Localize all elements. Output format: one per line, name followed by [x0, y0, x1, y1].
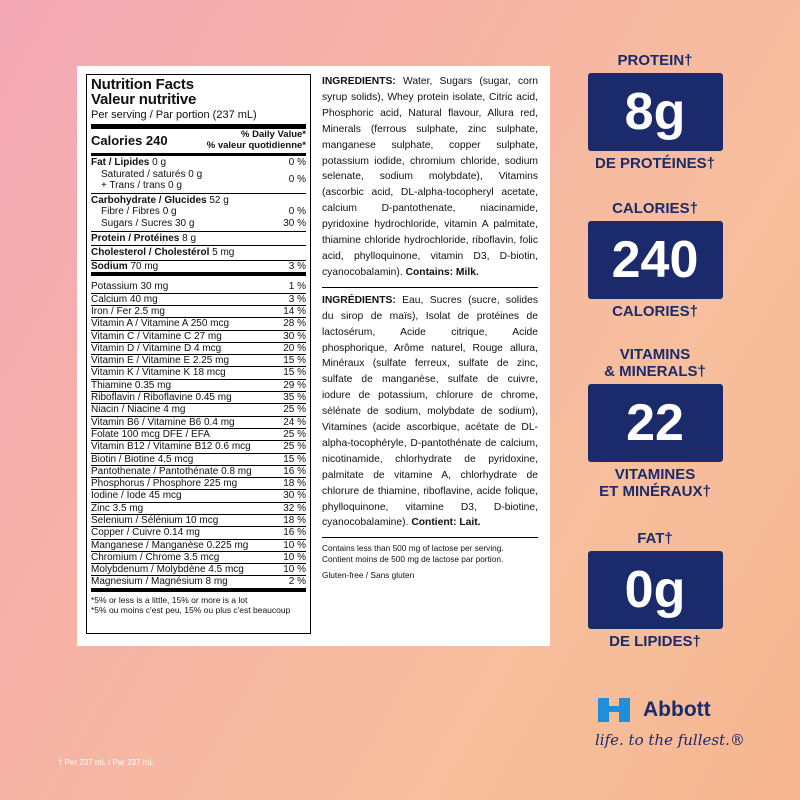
trans-amount: 0 g: [167, 180, 182, 192]
mineral-row: [91, 355, 306, 367]
mineral-dv: 29 %: [283, 379, 306, 391]
protein-row: [91, 232, 306, 247]
mineral-row: [91, 515, 306, 527]
mineral-dv: 18 %: [283, 478, 306, 490]
footnote-en: *5% or less is a little, 15% or more is a lot: [91, 594, 248, 605]
mineral-row: [91, 466, 306, 478]
per-serving-footnote: † Per 237 mL / Par 237 mL: [58, 758, 154, 767]
mineral-row: [91, 331, 306, 343]
calories-row: [91, 129, 306, 156]
chol-label: Cholesterol / Cholestérol: [91, 247, 210, 259]
sodium-label: Sodium: [91, 260, 128, 272]
vitamins-callout-value: 22: [588, 384, 723, 462]
mineral-row: [91, 429, 306, 441]
nutrition-title-fr: Valeur nutritive: [91, 91, 197, 108]
fibre-dv: 0 %: [288, 206, 306, 218]
mineral-dv: 25 %: [283, 404, 306, 416]
ingredients-fr-body: Eau, Sucres (sucre, solides du sirop de maïs), Isolat de protéines de lactosérum, Acide citrique, Acide phosphorique, Arôme naturel, Rouge allura, Minéraux (sulfate ferreux, sulfate de zinc, sulfate de manganèse, sulfate de cuivre, iodure de potassium, chlorure de chrome, sélénate de sodium, molybdate de sodium), Vitamines (acide ascorbique, acétate de DL-alpha-tocophéryle, D-pantothénate de calcium, nicotinamide, chlorhydrate de pyridoxine, palmitate de vitamine A, chlorhydrate de chlorure de thiamine, riboflavine, acide folique, phylloquinone, vitamine D3, D-biotine, cyanocobalamine).: [322, 294, 538, 529]
ingredients-en-heading: INGREDIENTS:: [322, 76, 396, 87]
mineral-row: [91, 380, 306, 392]
mineral-label: Phosphorus / Phosphore 225 mg: [91, 478, 238, 490]
footnote-fr: *5% ou moins c'est peu, 15% ou plus c'est beaucoup: [91, 605, 291, 616]
ingredients-fr-heading: INGRÉDIENTS:: [322, 294, 396, 306]
daily-value-header: [207, 130, 306, 151]
sat-amount: 0 g: [188, 168, 203, 180]
mineral-label: Vitamin K / Vitamine K 18 mcg: [91, 367, 226, 379]
vitamins-callout-label-2: & MINERALS†: [604, 363, 706, 380]
mineral-label: Molybdenum / Molybdène 4.5 mcg: [91, 564, 244, 576]
calories-callout: [585, 200, 725, 320]
carb-row: [91, 195, 306, 207]
gluten-free: Gluten-free / Sans gluten: [322, 570, 415, 581]
mineral-dv: 10 %: [283, 564, 306, 576]
mineral-dv: 16 %: [283, 465, 306, 477]
mineral-row: [91, 294, 306, 306]
ingredients-fr: [322, 293, 538, 535]
mineral-row: [91, 490, 306, 502]
mineral-label: Thiamine 0.35 mg: [91, 379, 172, 391]
mineral-dv: 10 %: [283, 551, 306, 563]
ingredients-en: [322, 74, 538, 284]
calories-callout-label: CALORIES†: [612, 200, 698, 217]
sat-trans-pair: [91, 169, 306, 192]
mineral-label: Magnesium / Magnésium 8 mg: [91, 576, 228, 588]
mineral-dv: 18 %: [283, 514, 306, 526]
vitamins-callout-fr-1: VITAMINES: [614, 466, 696, 483]
mineral-label: Copper / Cuivre 0.14 mg: [91, 527, 200, 539]
calories-label: Calories 240: [91, 132, 168, 148]
nutrition-footnote: [91, 588, 306, 616]
fat-callout-fr: DE LIPIDES†: [609, 633, 701, 650]
carb-group: [91, 194, 306, 232]
calories-callout-value: 240: [588, 221, 723, 299]
cholesterol-row: [91, 246, 306, 261]
mineral-label: Vitamin B12 / Vitamine B12 0.6 mcg: [91, 441, 251, 453]
vitamins-callout-fr-2: ET MINÉRAUX†: [599, 483, 711, 500]
nutrition-title-en: Nutrition Facts: [91, 76, 194, 93]
mineral-row: [91, 503, 306, 515]
mineral-label: Vitamin A / Vitamine A 250 mcg: [91, 318, 230, 330]
fat-callout-label: FAT†: [637, 530, 673, 547]
chol-amount: 5 mg: [212, 247, 235, 259]
sugars-row: [91, 218, 306, 230]
vitamins-callout-label-1: VITAMINS: [619, 346, 691, 363]
mineral-row: [91, 417, 306, 429]
mineral-dv: 15 %: [283, 355, 306, 367]
mineral-label: Pantothenate / Pantothénate 0.8 mg: [91, 465, 252, 477]
mineral-row: [91, 576, 306, 587]
mineral-dv: 14 %: [283, 305, 306, 317]
fibre-label: Fibre / Fibres: [101, 206, 160, 218]
sat-label: Saturated / saturés: [101, 168, 186, 180]
mineral-label: Folate 100 mcg DFE / ÉFA: [91, 428, 210, 440]
mineral-label: Iron / Fer 2.5 mg: [91, 305, 165, 317]
ingredients-block: [322, 74, 538, 581]
lactose-fr: Contient moins de 500 mg de lactose par portion.: [322, 553, 504, 564]
fibre-amount: 0 g: [162, 206, 177, 218]
mineral-row: [91, 527, 306, 539]
mineral-dv: 28 %: [283, 318, 306, 330]
mineral-dv: 35 %: [283, 392, 306, 404]
sugars-amount: 30 g: [174, 217, 195, 229]
trans-label: + Trans / trans: [101, 180, 166, 192]
mineral-row: [91, 454, 306, 466]
mineral-dv: 24 %: [283, 416, 306, 428]
fat-dv: 0 %: [288, 157, 306, 168]
sodium-dv: 3 %: [288, 260, 306, 272]
sugars-label: Sugars / Sucres: [101, 217, 173, 229]
abbott-logo: [595, 695, 765, 749]
ingredients-en-contains: Contains: Milk.: [405, 266, 479, 278]
dv-header-en: % Daily Value*: [241, 129, 306, 140]
mineral-label: Chromium / Chrome 3.5 mcg: [91, 551, 220, 563]
mineral-row: [91, 318, 306, 330]
nutrition-facts-table: [86, 74, 311, 634]
mineral-dv: 16 %: [283, 527, 306, 539]
mineral-dv: 15 %: [283, 367, 306, 379]
mineral-label: Vitamin D / Vitamine D 4 mcg: [91, 342, 222, 354]
fat-row: [91, 157, 306, 169]
mineral-row: [91, 404, 306, 416]
mineral-dv: 2 %: [288, 576, 306, 588]
serving-size: Per serving / Par portion (237 mL): [91, 109, 306, 129]
mineral-dv: 15 %: [283, 453, 306, 465]
abbott-brand-name: Abbott: [643, 698, 711, 721]
protein-callout: [585, 52, 725, 172]
vitamins-callout: [585, 346, 725, 500]
mineral-row: [91, 540, 306, 552]
mineral-row: [91, 552, 306, 564]
fat-callout-value: 0g: [588, 551, 723, 629]
protein-callout-fr: DE PROTÉINES†: [594, 155, 716, 172]
sodium-row: [91, 261, 306, 277]
protein-callout-label: PROTEIN†: [617, 52, 693, 69]
mineral-dv: 25 %: [283, 441, 306, 453]
mineral-label: Selenium / Sélénium 10 mcg: [91, 514, 219, 526]
mineral-row: [91, 564, 306, 576]
fat-group: [91, 156, 306, 194]
mineral-label: Vitamin C / Vitamine C 27 mg: [91, 330, 222, 342]
sodium-amount: 70 mg: [130, 260, 159, 272]
mineral-dv: 20 %: [283, 342, 306, 354]
mineral-label: Vitamin B6 / Vitamine B6 0.4 mg: [91, 416, 235, 428]
minerals-list: [91, 276, 306, 587]
lactose-en: Contains less than 500 mg of lactose per serving.: [322, 543, 504, 554]
mineral-label: Iodine / Iode 45 mcg: [91, 490, 182, 502]
mineral-row: [91, 392, 306, 404]
dv-header-fr: % valeur quotidienne*: [206, 139, 306, 151]
mineral-dv: 25 %: [283, 428, 306, 440]
mineral-row: [91, 478, 306, 490]
calories-callout-fr: CALORIES†: [612, 303, 698, 320]
mineral-dv: 10 %: [283, 539, 306, 551]
abbott-mark-icon: [595, 695, 633, 725]
mineral-dv: 1 %: [288, 281, 306, 293]
protein-label: Protein / Protéines: [91, 232, 180, 244]
carb-label: Carbohydrate / Glucides: [91, 194, 207, 206]
mineral-dv: 32 %: [283, 502, 306, 514]
mineral-row: [91, 367, 306, 379]
label-panel: [77, 66, 550, 646]
mineral-dv: 30 %: [283, 490, 306, 502]
sugars-dv: 30 %: [283, 217, 306, 229]
mineral-label: Manganese / Manganèse 0.225 mg: [91, 539, 249, 551]
mineral-row: [91, 441, 306, 453]
protein-amount: 8 g: [182, 232, 197, 244]
mineral-label: Biotin / Biotine 4.5 mcg: [91, 453, 194, 465]
mineral-label: Riboflavin / Riboflavine 0.45 mg: [91, 392, 232, 404]
mineral-label: Zinc 3.5 mg: [91, 502, 144, 514]
mineral-label: Potassium 30 mg: [91, 281, 169, 293]
ingredients-en-body: Water, Sugars (sugar, corn syrup solids), Whey protein isolate, Citric acid, Phosphoric acid, Natural flavour, Allura red, Minerals (ferrous sulphate, zinc sulphate, manganese sulphate, copper sulphate, potassium iodide, chromium chloride, sodium selenate, sodium molybdate), Vitamins (ascorbic acid, DL-alpha-tocopheryl acetate, calcium D-pantothenate, niacinamide, pyridoxine hydrochloride, vitamin A palmitate, thiamine chloride hydrochloride, riboflavin, folic acid, phylloquinone, vitamin D3, D-biotin, cyanocobalamin).: [322, 76, 538, 278]
mineral-dv: 30 %: [283, 330, 306, 342]
protein-callout-value: 8g: [588, 73, 723, 151]
divider: [322, 537, 538, 538]
mineral-dv: 3 %: [288, 293, 306, 305]
fat-callout: [585, 530, 725, 650]
fat-label: Fat / Lipides: [91, 157, 150, 168]
fat-amount: 0 g: [152, 157, 167, 168]
fibre-row: [91, 206, 306, 218]
mineral-label: Vitamin E / Vitamine E 2.25 mg: [91, 355, 230, 367]
mineral-label: Niacin / Niacine 4 mg: [91, 404, 186, 416]
mineral-row: [91, 306, 306, 318]
mineral-row: [91, 343, 306, 355]
ingredients-fr-contains: Contient: Lait.: [411, 517, 481, 529]
carb-amount: 52 g: [209, 194, 229, 206]
sat-trans-dv: 0 %: [288, 174, 306, 186]
divider: [322, 287, 538, 288]
mineral-row: [91, 281, 306, 293]
mineral-label: Calcium 40 mg: [91, 293, 158, 305]
abbott-tagline: life. to the fullest.®: [595, 731, 745, 749]
